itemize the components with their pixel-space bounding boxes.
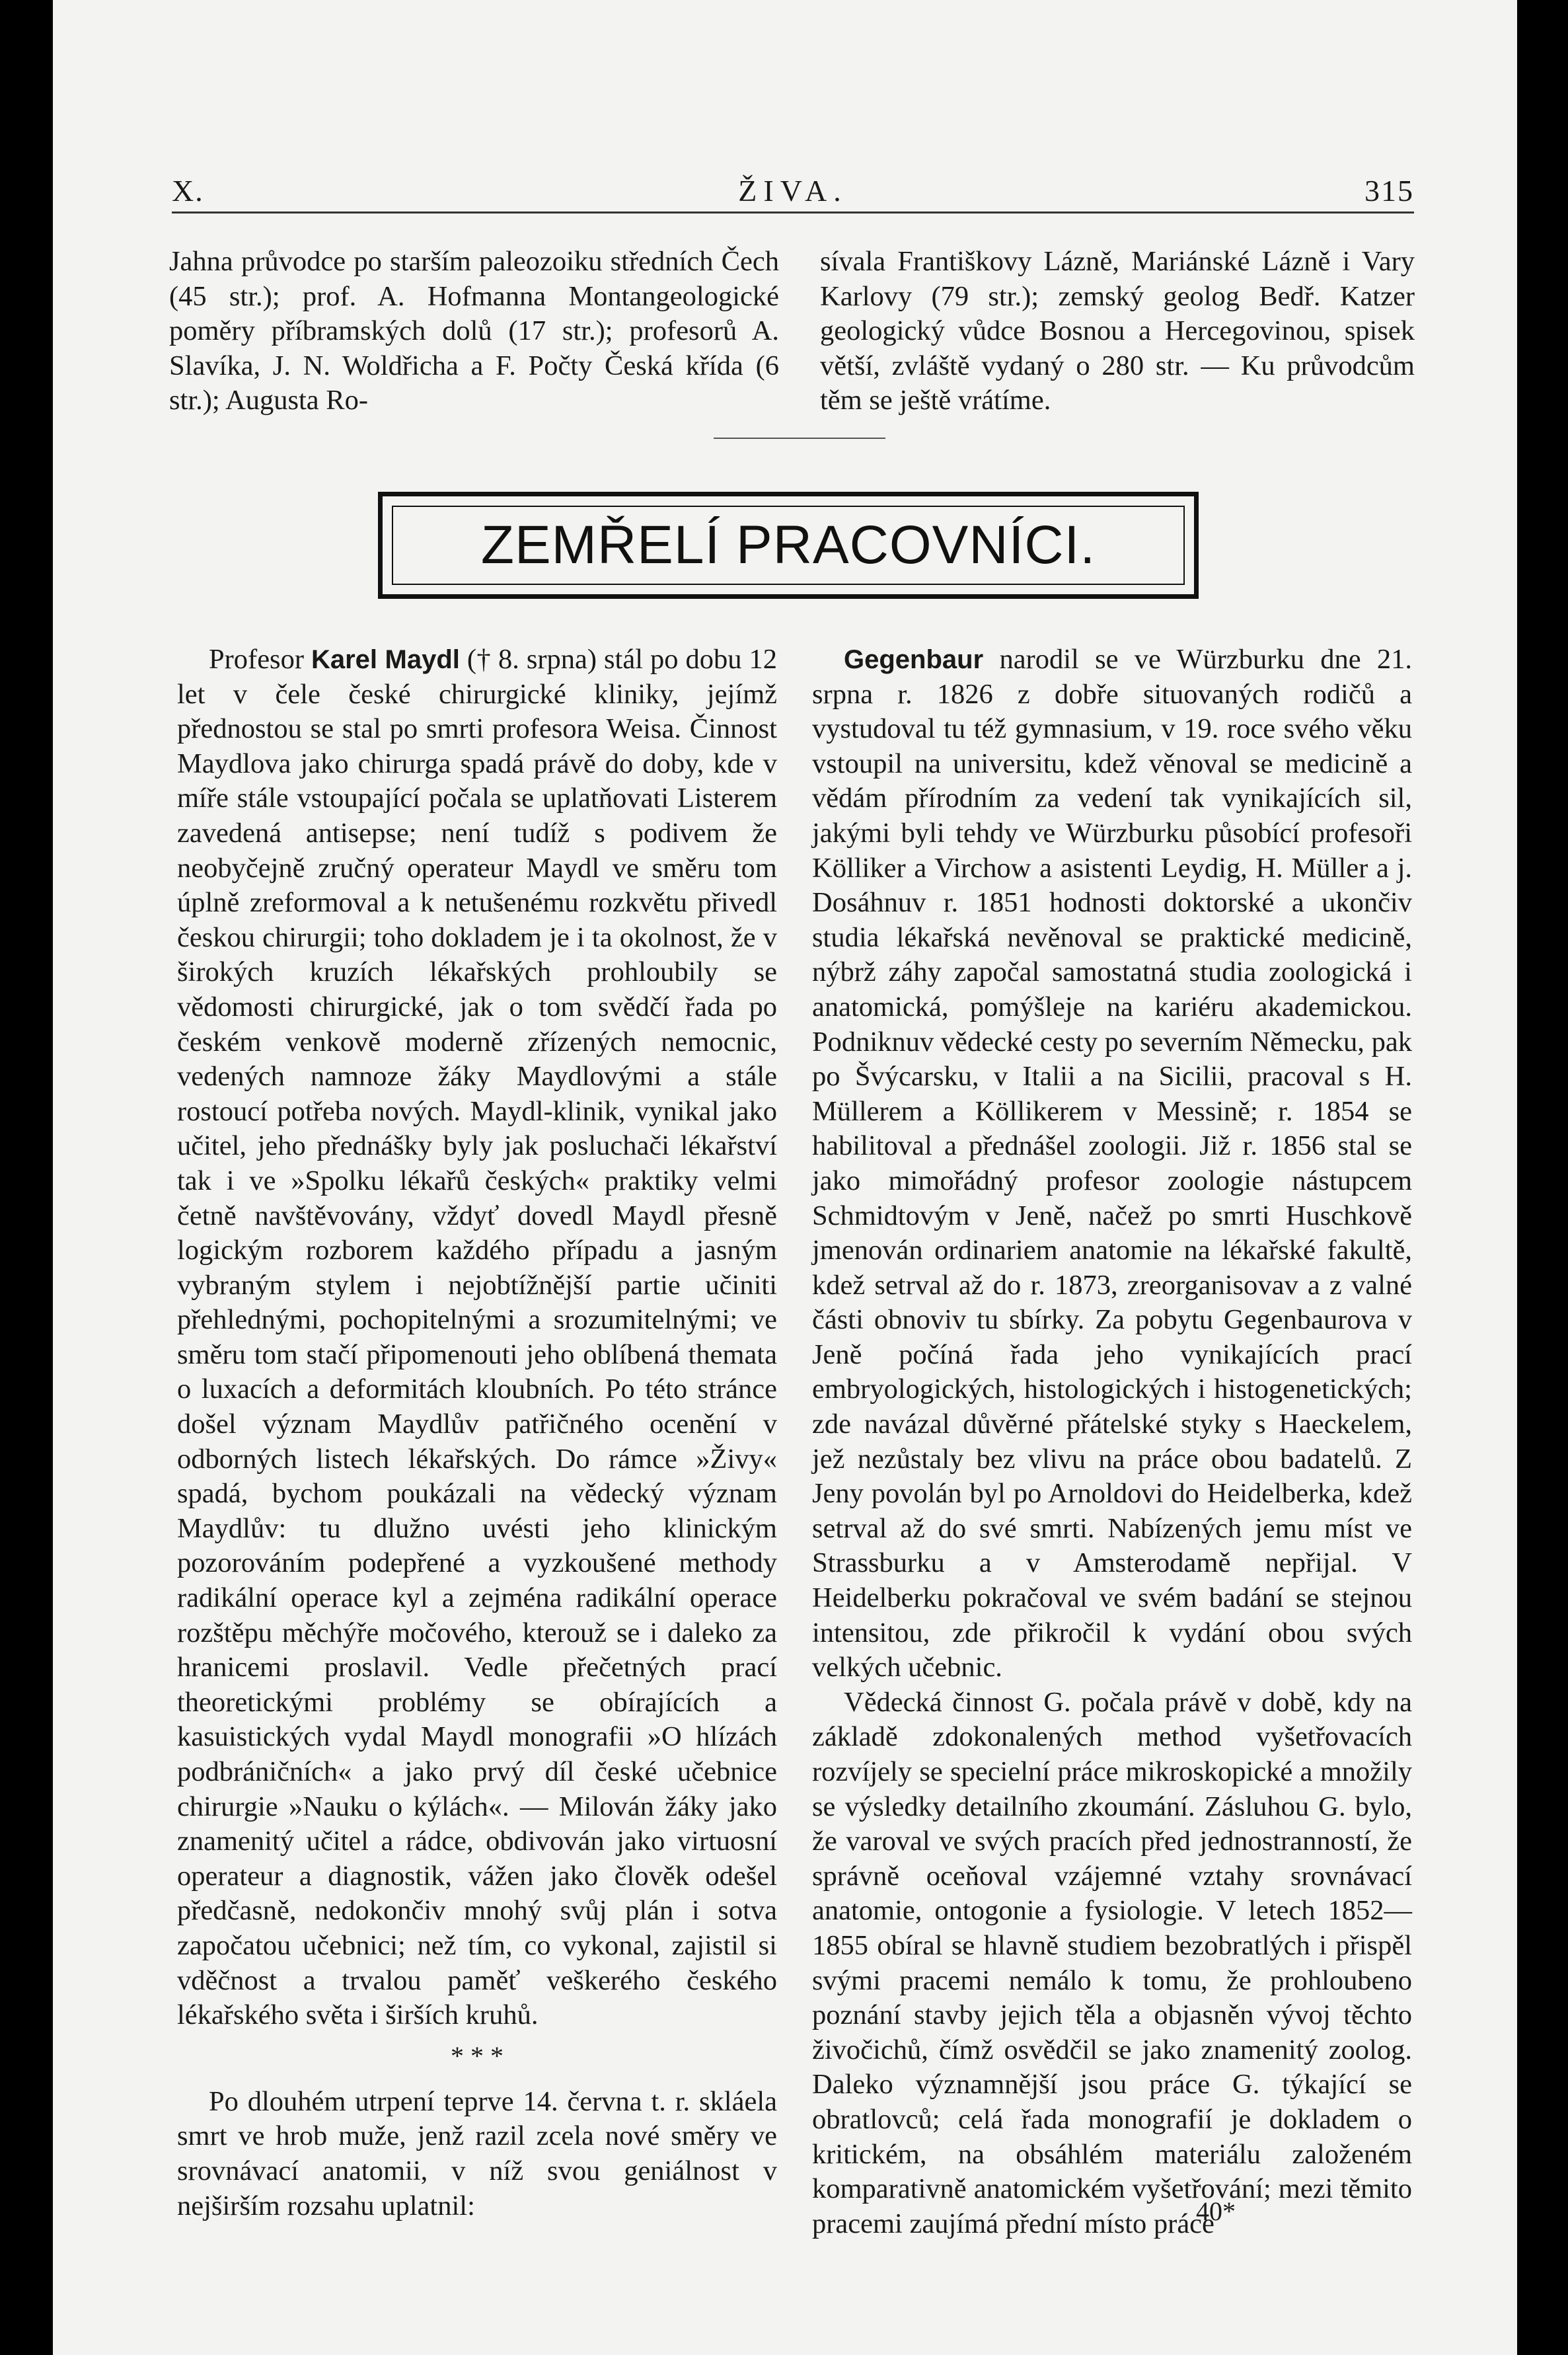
- obituary-right-column: [812, 642, 1412, 2241]
- maydl-prefix: Profesor: [209, 644, 311, 675]
- maydl-paragraph: [177, 642, 777, 2033]
- top-right-column: [820, 245, 1415, 418]
- gegenbaur-science-paragraph: Vědecká činnost G. počala právě v době, kdy na základě zdokonalených method vyšetřovacích rozvíjely se specielní práce mikroskopické a množily se výsledky detailního zkoumání. Zásluhou G. bylo, že varoval ve svých pracích před jednostranností, že správně oceňoval vzájemné vztahy srovnávací anatomie, ontogonie a fysiologie. V letech 1852—1855 obíral se hlavně studiem bezobratlých i přispěl svými pracemi nemálo k tomu, že prohloubeno poznání stavby jejich těla a objasněn vývoj těchto živočichů, čímž osvědčil se jako znamenitý zoolog. Daleko významnější jsou práce G. týkající se obratlovců; celá řada monografií je dokladem o kritickém, na obsáhlém materiálu založeném komparativně anatomickém vyšetřování; mezi těmito pracemi zaujímá přední místo práce: [812, 1686, 1412, 2239]
- section-divider: [714, 438, 885, 439]
- maydl-text: († 8. srpna) stál po dobu 12 let v čele české chirurgické kliniky, jejímž přednostou se stal po smrti profesora Weisa. Činnost Maydlova jako chirurga spadá právě do doby, kde v míře stále vstoupající počala se uplatňovati Listerem zavedená antisepse; není tudíž s podivem že neobyčejně zručný operateur Maydl ve směru tom úplně zreformoval a k netušenému rozkvětu přivedl českou chirurgii; toho dokladem je i ta okolnost, že v širokých kruzích lékařských prohloubily se vědomosti chirurgické, jak o tom svědčí řada po českém venkově moderně zřízených nemocnic, vedených namnoze žáky Maydlovými a stále rostoucí potřeba nových. Maydl-klinik, vynikal jako učitel, jeho přednášky byly jak posluchači lékařství tak i ve »Spolku lékařů českých« praktiky velmi četně navštěvovány, vždyť dovedl Maydl přesně logickým rozborem každého případu a jasným vybraným stylem i nejobtížnější partie učiniti přehlednými, pochopitelnými a srozumitelnými; ve směru tom stačí připomenouti jeho oblíbená themata o luxacích a deformitách kloubních. Po této stránce došel význam Maydlův patřičného ocenění v odborných listech lékařských. Do rámce »Živy« spadá, bychom poukázali na vědecký význam Maydlův: tu dlužno uvésti jeho klinickým pozorováním podepřené a vyzkoušené methody radikální operace kyl a zejména radikální operace rozštěpu měchýře močového, kterouž se i daleko za hranicemi proslavil. Vedle přečetných prací theoretickými problémy se obírajících a kasuistických vydal Maydl monografii »O hlízách podbráničních« a jako prvý díl české učebnice chirurgie »Nauku o kýlách«. — Milován žáky jako znamenitý učitel a rádce, obdivován jako virtuosní operateur a diagnostik, vážen jako člověk odešel předčasně, nedokončiv mnohý svůj plán i sotva započatou učebnici; než tím, co vykonal, zajistil si vděčnost a trvalou paměť veškerého českého lékařského světa i širších kruhů.: [177, 644, 777, 2031]
- gegenbaur-bio-text: narodil se ve Würzburku dne 21. srpna r. 1826 z dobře situovaných rodičů a vystudoval tu též gymnasium, v 19. roce svého věku vstoupil na universitu, kdež věnoval se medicině a vědám přírodním za vedení tak vynikajících sil, jakými byli tehdy ve Würzburku působící profesoři Kölliker a Virchow a asistenti Leydig, H. Müller a j. Dosáhnuv r. 1851 hodnosti doktorské a ukončiv studia lékařská nevěnoval se praktické medicině, nýbrž záhy započal samostatná studia zoologická i anatomická, pomýšleje na kariéru akademickou. Podniknuv vědecké cesty po severním Německu, pak po Švýcarsku, v Italii a na Sicilii, pracoval s H. Müllerem a Köllikerem v Messině; r. 1854 se habilitoval a přednášel zoologii. Již r. 1856 stal se jako mimořádný profesor zoologie nástupcem Schmidtovým v Jeně, načež po smrti Huschkově jmenován ordinariem anatomie na lékařské fakultě, kdež setrval až do r. 1873, zreorganisovav a z valné části obnoviv tu sbírky. Za pobytu Gegenbaurova v Jeně počíná řada jeho vynikajících prací embryologických, histologických i histogenetických; zde navázal důvěrné přátelské styky s Haeckelem, jež nezůstaly bez vlivu na práce obou badatelů. Z Jeny povolán byl po Arnoldovi do Heidelberka, kdež setrval až do své smrti. Nabízených jemu míst ve Strassburku a v Amsterodamě nepřijal. V Heidelberku pokračoval ve svém badání se stejnou intensitou, zde přikročil k vydání obou svých velkých učebnic.: [812, 644, 1412, 1683]
- header-rule: [172, 212, 1414, 213]
- section-banner: [378, 492, 1199, 599]
- maydl-name: Karel Maydl: [311, 645, 460, 674]
- page-number: 315: [1364, 174, 1414, 208]
- top-left-column: [169, 245, 779, 418]
- volume-number: X.: [172, 174, 204, 208]
- scanned-page: [53, 0, 1517, 2355]
- obituary-left-column: [177, 642, 777, 2223]
- top-right-text: sívala Františkovy Lázně, Mariánské Lázně i Vary Karlovy (79 str.); zemský geolog Bedř. Katzer geologický vůdce Bosnou a Hercegovinou, spisek větší, zvláště vydaný o 280 str. — Ku průvodcům těm se ještě vrátíme.: [820, 246, 1415, 416]
- journal-title: ŽIVA.: [738, 174, 848, 208]
- running-header: [172, 173, 1414, 213]
- printer-signature: 40*: [1196, 2196, 1236, 2226]
- top-left-text: Jahna průvodce po starším paleozoiku středních Čech (45 str.); prof. A. Hofmanna Montangeologické poměry příbramských dolů (17 str.); profesorů A. Slavíka, J. N. Woldřicha a F. Počty Česká křída (6 str.); Augusta Ro-: [169, 246, 779, 416]
- gegenbaur-name: Gegenbaur: [844, 645, 984, 674]
- gegenbaur-intro-paragraph: Po dlouhém utrpení teprve 14. června t. r. skláela smrt ve hrob muže, jenž razil zcela nové směry ve srovnávací anatomii, v níž svou geniálnost v nejširším rozsahu uplatnil:: [177, 2085, 777, 2221]
- banner-heading: ZEMŘELÍ PRACOVNÍCI.: [392, 506, 1185, 585]
- gegenbaur-bio-paragraph: [812, 642, 1412, 1685]
- asterism-separator: * * *: [451, 2040, 504, 2071]
